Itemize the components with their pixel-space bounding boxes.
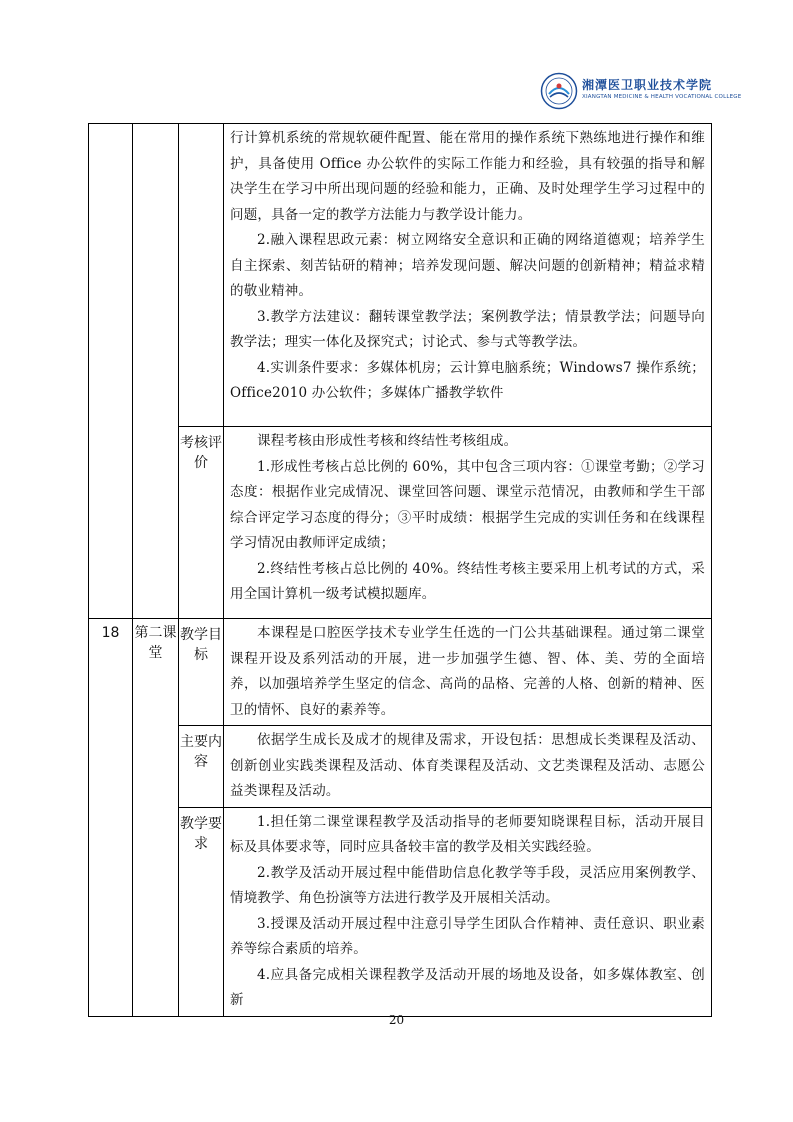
college-english-name: XIANGTAN MEDICINE & HEALTH VOCATIONAL COLLEGE	[582, 94, 742, 100]
assessment-label: 考核评价	[179, 427, 224, 619]
college-emblem-icon	[540, 72, 578, 110]
paragraph: 3.授课及活动开展过程中注意引导学生团队合作精神、责任意识、职业素养等综合素质的培养。	[230, 915, 705, 957]
page-number: 20	[388, 1013, 405, 1027]
main-content-cell	[224, 726, 712, 808]
objectives-cell	[224, 619, 712, 726]
course-number-cell	[89, 124, 133, 619]
paragraph: 行计算机系统的常规软硬件配置、能在常用的操作系统下熟练地进行操作和维护，具备使用 Office 办公软件的实际工作能力和经验，具有较强的指导和解决学生在学习中所出现问题的经验和能力，正确、及时处理学生学习过程中的问题，具备一定的教学方法能力与教学设计能力。	[230, 130, 705, 223]
paragraph: 课程考核由形成性考核和终结性考核组成。	[257, 433, 518, 449]
paragraph: 2.教学及活动开展过程中能借助信息化教学等手段，灵活应用案例教学、情境教学、角色扮演等方法进行教学及开展相关活动。	[230, 864, 705, 906]
paragraph: 1.担任第二课堂课程教学及活动指导的老师要知晓课程目标，活动开展目标及具体要求等，同时应具备较丰富的教学及相关实践经验。	[230, 813, 705, 855]
table-row	[89, 427, 712, 619]
table-row	[89, 807, 712, 1016]
requirements-continued-cell	[224, 124, 712, 427]
paragraph: 1.形成性考核占总比例的 60%，其中包含三项内容：①课堂考勤；②学习态度：根据作业完成情况、课堂回答问题、课堂示范情况，由教师和学生干部综合评定学习态度的得分；③平时成绩：根据学生完成的实训任务和在线课程学习情况由教师评定成绩；	[230, 458, 705, 551]
objectives-label: 教学目标	[179, 619, 224, 726]
course-table	[88, 123, 712, 1017]
table-row	[89, 726, 712, 808]
assessment-cell	[224, 427, 712, 619]
content-label: 主要内容	[179, 726, 224, 808]
table-row	[89, 124, 712, 427]
paragraph: 4.应具备完成相关课程教学及活动开展的场地及设备，如多媒体教室、创新	[230, 966, 705, 1008]
paragraph: 本课程是口腔医学技术专业学生任选的一门公共基础课程。通过第二课堂课程开设及系列活动的开展，进一步加强学生德、智、体、美、劳的全面培养，以加强培养学生坚定的信念、高尚的品格、完善的人格、创新的精神、医卫的情怀、良好的素养等。	[230, 625, 705, 718]
course-name-cell	[133, 124, 179, 619]
paragraph: 4.实训条件要求：多媒体机房；云计算电脑系统；Windows7 操作系统；Office2010 办公软件；多媒体广播教学软件	[230, 359, 705, 401]
college-logo	[540, 72, 742, 112]
requirements-cell	[224, 807, 712, 1016]
requirements-label: 教学要求	[179, 807, 224, 1016]
paragraph: 3.教学方法建议：翻转课堂教学法；案例教学法；情景教学法；问题导向教学法；理实一体化及探究式；讨论式、参与式等教学法。	[230, 308, 705, 350]
table-row	[89, 619, 712, 726]
course-number-cell: 18	[89, 619, 133, 1017]
paragraph: 2.融入课程思政元素：树立网络安全意识和正确的网络道德观；培养学生自主探索、刻苦钻研的精神；培养发现问题、解决问题的创新精神；精益求精的敬业精神。	[230, 232, 705, 299]
paragraph: 2.终结性考核占总比例的 40%。终结性考核主要采用上机考试的方式，采用全国计算机一级考试模拟题库。	[230, 560, 705, 602]
paragraph: 依据学生成长及成才的规律及需求，开设包括：思想成长类课程及活动、创新创业实践类课程及活动、体育类课程及活动、文艺类课程及活动、志愿公益类课程及活动。	[230, 732, 705, 799]
course-name-cell: 第二课堂	[133, 619, 179, 1017]
label-cell	[179, 124, 224, 427]
college-name: 湘潭医卫职业技术学院	[582, 78, 713, 92]
